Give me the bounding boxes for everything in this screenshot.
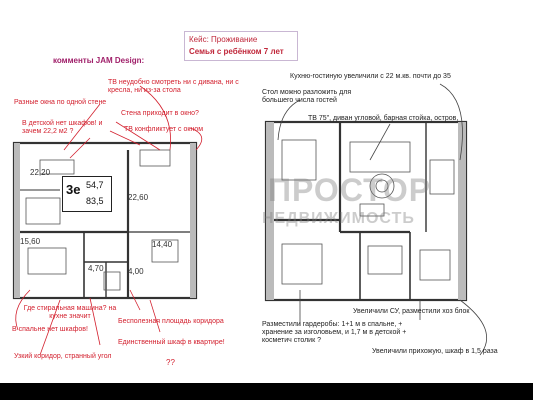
bottom-bar bbox=[0, 383, 533, 400]
note-wardrobe: Единственный шкаф в квартире! bbox=[118, 339, 225, 346]
watermark-line2: НЕДВИЖИМОСТЬ bbox=[262, 210, 415, 227]
area-room-left: 22,20 bbox=[30, 168, 51, 177]
note-wardrobes: Разместили гардеробы: 1+1 м в спальне, + хранение за изголовьем, и 1,7 м в детской + косметич столик ? bbox=[262, 321, 407, 345]
note-windows: Разные окна по одной стене bbox=[14, 99, 107, 106]
area-bath-1: 4,70 bbox=[88, 264, 104, 273]
note-table: Стол можно разложить для большего числа гостей bbox=[262, 89, 352, 105]
total-area: 83,5 bbox=[86, 196, 104, 206]
note-washing: Где стиральная машина? на кухне значит bbox=[23, 305, 117, 321]
area-room-bottom: 15,60 bbox=[20, 237, 41, 246]
note-tv: ТВ неудобно смотреть ни с дивана, ни с кресла, ни из-за стола bbox=[108, 79, 239, 95]
area-room-center: 22,60 bbox=[128, 193, 149, 202]
note-qq: ?? bbox=[166, 358, 175, 367]
living-area: 54,7 bbox=[86, 180, 104, 190]
note-kitchen: Кухню-гостиную увеличили с 22 м.кв. почти до 35 bbox=[290, 73, 451, 80]
note-wall-window: Стена приходит в окно? bbox=[121, 110, 199, 117]
note-bath-added: Увеличили СУ, разместили хоз блок bbox=[353, 308, 470, 315]
watermark-line1: ПРОСТОР bbox=[268, 172, 432, 208]
note-tv75: ТВ 75", диван угловой, барная стойка, остров, bbox=[308, 115, 459, 122]
note-bedroom: В спальне нет шкафов! bbox=[12, 326, 88, 333]
note-kids-area: В детской нет шкафов! и зачем 22,2 м2 ? bbox=[22, 120, 103, 136]
case-subtitle: Семья с ребёнком 7 лет bbox=[189, 47, 284, 56]
area-bath-2: 4,00 bbox=[128, 267, 144, 276]
note-hall: Увеличили прихожую, шкаф в 1,5 раза bbox=[372, 348, 498, 355]
note-narrow: Узкий коридор, странный угол bbox=[14, 353, 112, 360]
case-title: Кейс: Проживание bbox=[189, 35, 258, 44]
room-count: 3е bbox=[66, 182, 81, 197]
area-corridor: 14,40 bbox=[152, 240, 173, 249]
comments-title: комменты JAM Design: bbox=[53, 56, 145, 65]
note-tv-window: ТВ конфликтует с окном bbox=[124, 126, 204, 133]
note-corridor-area: Бесполезная площадь коридора bbox=[118, 318, 224, 325]
